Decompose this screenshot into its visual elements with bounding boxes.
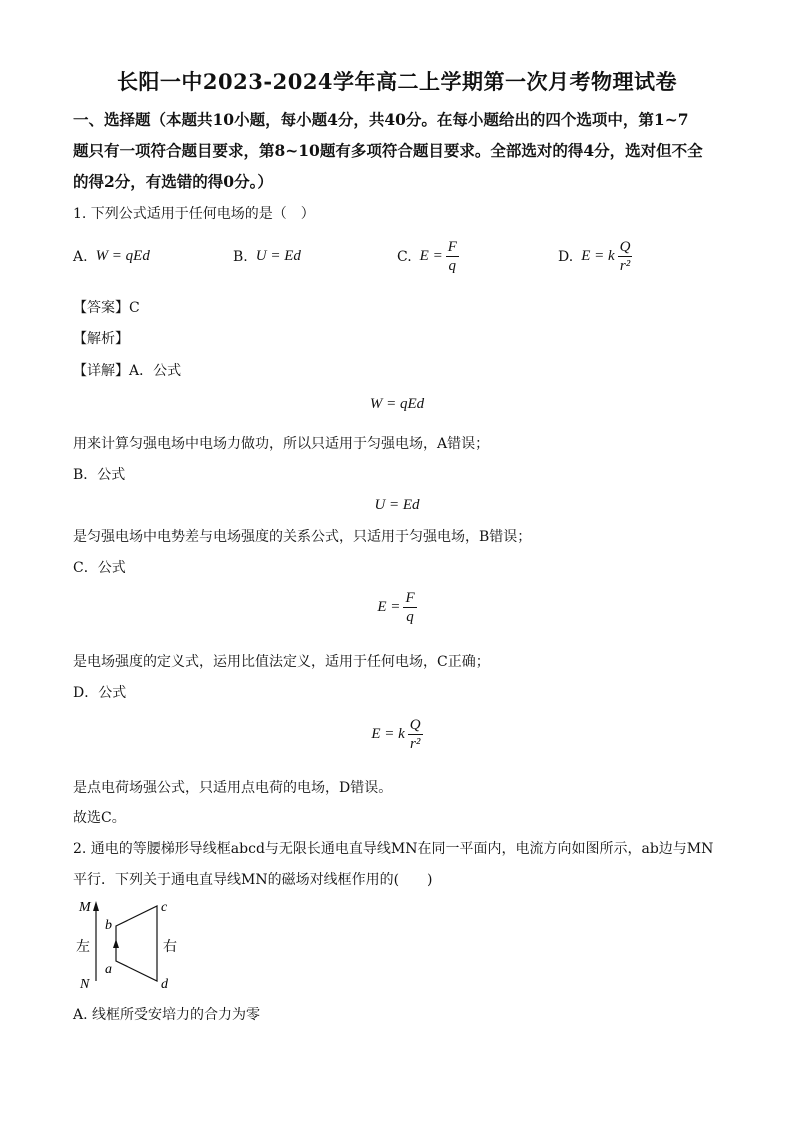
formula-lhs: E = xyxy=(419,248,443,264)
formula-lhs: E = k xyxy=(581,248,615,264)
option-label: D. xyxy=(558,248,574,265)
detail-b: B．公式 xyxy=(73,467,126,483)
question-2-stem-line-2: 平行．下列关于通电直导线MN的磁场对线框作用的( ) xyxy=(73,872,433,888)
label-d: d xyxy=(161,977,168,992)
formula: U = Ed xyxy=(374,497,420,513)
formula: W = qEd xyxy=(95,248,150,264)
current-arrow-mn xyxy=(93,901,99,911)
trapezoid-wire-diagram xyxy=(73,893,203,993)
numerator: F xyxy=(405,590,415,606)
label-a: a xyxy=(105,962,112,977)
page-title: 长阳一中2023-2024学年高二上学期第一次月考物理试卷 xyxy=(116,69,678,94)
formula-lhs: E = k xyxy=(371,726,405,742)
explanation-c: 是电场强度的定义式，运用比值法定义，适用于任何电场，C正确； xyxy=(73,654,490,670)
denominator: r² xyxy=(619,258,631,274)
formula-lhs: E = xyxy=(377,599,401,615)
current-arrow-ab xyxy=(113,939,119,948)
q1-option-b xyxy=(233,248,301,265)
label-left: 左 xyxy=(76,939,90,955)
label-b: b xyxy=(105,918,112,933)
question-2-stem-line-1: 2. 通电的等腰梯形导线框abcd与无限长通电直导线MN在同一平面内，电流方向如图所示，ab边与MN xyxy=(73,841,714,857)
fraction xyxy=(446,238,459,275)
explanation-d: 是点电荷场强公式，只适用点电荷的电场，D错误。 xyxy=(73,780,393,796)
detail-c: C．公式 xyxy=(73,560,126,576)
trapezoid-frame xyxy=(116,906,157,981)
q1-option-a xyxy=(73,248,150,265)
fraction xyxy=(618,238,633,275)
label-c: c xyxy=(161,900,168,915)
conclusion: 故选C。 xyxy=(73,810,126,826)
formula-b-display xyxy=(0,494,794,514)
formula-d-display xyxy=(0,716,794,753)
q1-option-d xyxy=(558,238,632,275)
section-heading-line-3: 的得2分，有选错的得0分。） xyxy=(73,172,273,191)
denominator: q xyxy=(406,609,414,625)
denominator: r² xyxy=(410,736,421,752)
option-label: B. xyxy=(233,248,248,265)
explanation-b: 是匀强电场中电势差与电场强度的关系公式，只适用于匀强电场，B错误； xyxy=(73,529,532,545)
numerator: Q xyxy=(619,239,631,255)
numerator: F xyxy=(447,239,457,255)
numerator: Q xyxy=(409,717,421,733)
detail-a: 【详解】A．公式 xyxy=(73,363,182,379)
q1-option-c xyxy=(397,238,459,275)
formula: W = qEd xyxy=(369,396,425,412)
label-right: 右 xyxy=(163,939,177,955)
formula xyxy=(371,716,422,753)
formula xyxy=(377,589,416,626)
formula: U = Ed xyxy=(255,248,301,264)
section-heading-line-1: 一、选择题（本题共10小题，每小题4分，共40分。在每小题给出的四个选项中，第1~7 xyxy=(73,110,689,129)
section-heading-line-2: 题只有一项符合题目要求，第8~10题有多项符合题目要求。全部选对的得4分，选对但不全 xyxy=(73,141,703,160)
formula-a-display xyxy=(0,393,794,413)
option-label: A. xyxy=(73,248,88,265)
fraction xyxy=(403,589,416,626)
fraction xyxy=(408,716,423,753)
analysis-label: 【解析】 xyxy=(73,331,129,347)
label-n: N xyxy=(80,977,90,992)
question-1-stem: 1. 下列公式适用于任何电场的是（ ） xyxy=(73,206,315,222)
explanation-a: 用来计算匀强电场中电场力做功，所以只适用于匀强电场，A错误； xyxy=(73,436,490,452)
denominator: q xyxy=(448,258,457,274)
label-m: M xyxy=(79,900,91,915)
formula-c-display xyxy=(0,589,794,626)
option-label: C. xyxy=(397,248,412,265)
q2-option-a: A. 线框所受安培力的合力为零 xyxy=(73,1007,261,1023)
detail-d: D．公式 xyxy=(73,685,127,701)
answer-label: 【答案】C xyxy=(73,300,140,316)
